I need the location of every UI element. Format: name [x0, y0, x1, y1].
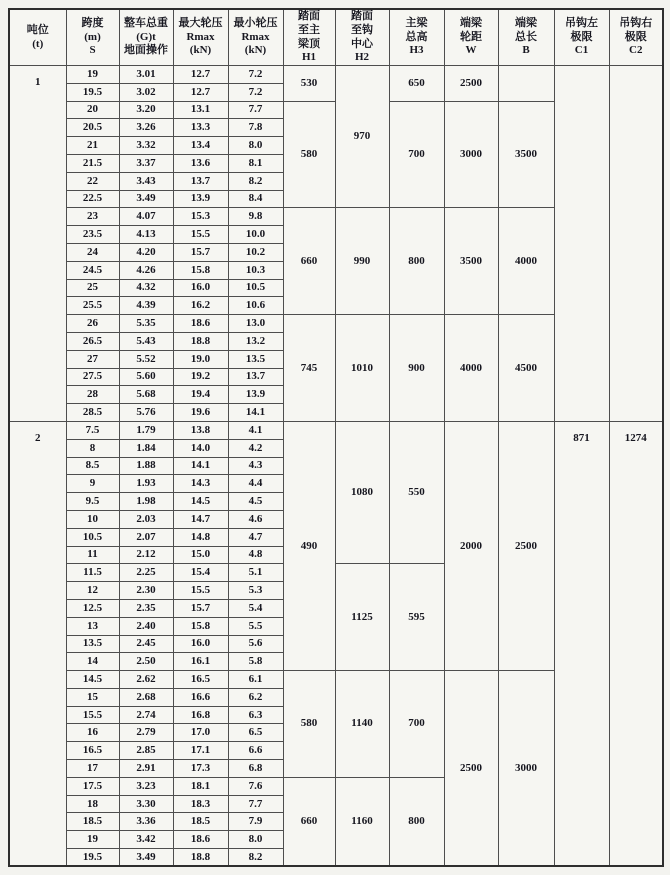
cell-rmin: 4.3 — [228, 457, 283, 475]
cell-rmin: 4.7 — [228, 528, 283, 546]
header-line: 最小轮压 — [233, 16, 278, 29]
header-line: 端梁 — [460, 16, 482, 29]
header-line: 极限 — [570, 30, 593, 43]
cell-weight: 2.74 — [119, 706, 173, 724]
cell-rmax: 14.8 — [173, 528, 228, 546]
column-header-c2 — [609, 9, 663, 66]
crane-spec-table — [8, 8, 664, 867]
cell-span: 18.5 — [66, 813, 119, 831]
header-line: 梁顶 — [298, 37, 320, 50]
cell-rmin: 9.8 — [228, 208, 283, 226]
header-line: W — [465, 44, 477, 57]
cell-span: 14.5 — [66, 671, 119, 689]
cell-rmax: 18.6 — [173, 315, 228, 333]
header-line: 踏面 — [298, 10, 320, 22]
cell-rmax: 13.1 — [173, 101, 228, 119]
cell-rmin: 10.2 — [228, 243, 283, 261]
header-line: H2 — [354, 51, 370, 64]
cell-span: 20 — [66, 101, 119, 119]
header-line: 地面操作 — [124, 44, 168, 57]
cell-h2: 1125 — [335, 564, 389, 671]
header-line: 总长 — [515, 30, 537, 43]
cell-weight: 1.88 — [119, 457, 173, 475]
cell-rmin: 14.1 — [228, 404, 283, 422]
cell-h2: 990 — [335, 208, 389, 315]
cell-rmin: 5.6 — [228, 635, 283, 653]
cell-weight: 3.01 — [119, 66, 173, 84]
header-line: (kN) — [189, 44, 212, 57]
cell-span: 24.5 — [66, 261, 119, 279]
cell-weight: 5.52 — [119, 350, 173, 368]
cell-weight: 4.20 — [119, 243, 173, 261]
header-line: C1 — [574, 44, 589, 57]
cell-weight: 2.45 — [119, 635, 173, 653]
cell-rmin: 4.5 — [228, 493, 283, 511]
cell-rmax: 18.5 — [173, 813, 228, 831]
cell-span: 12.5 — [66, 599, 119, 617]
cell-rmin: 8.2 — [228, 849, 283, 867]
column-header-tonnage — [9, 9, 66, 66]
cell-rmin: 10.6 — [228, 297, 283, 315]
cell-h3: 650 — [389, 66, 444, 102]
cell-weight: 2.79 — [119, 724, 173, 742]
cell-rmin: 13.5 — [228, 350, 283, 368]
cell-w: 3500 — [444, 208, 498, 315]
header-line: 至主 — [298, 23, 320, 36]
cell-rmax: 14.0 — [173, 439, 228, 457]
cell-rmax: 16.8 — [173, 706, 228, 724]
cell-weight: 2.35 — [119, 599, 173, 617]
cell-rmax: 13.9 — [173, 190, 228, 208]
cell-weight: 2.91 — [119, 760, 173, 778]
cell-span: 18 — [66, 795, 119, 813]
cell-h1: 660 — [283, 208, 335, 315]
cell-span: 8 — [66, 439, 119, 457]
header-line: (G)t — [136, 30, 156, 43]
cell-span: 11 — [66, 546, 119, 564]
cell-rmin: 6.2 — [228, 688, 283, 706]
header-line: 轮距 — [460, 30, 482, 43]
cell-rmax: 13.3 — [173, 119, 228, 137]
cell-weight: 2.50 — [119, 653, 173, 671]
header-line: 吊钩左 — [565, 16, 598, 29]
cell-weight: 1.79 — [119, 421, 173, 439]
cell-rmin: 5.8 — [228, 653, 283, 671]
header-row — [9, 9, 663, 66]
cell-span: 26 — [66, 315, 119, 333]
cell-c1 — [554, 66, 609, 422]
cell-span: 12 — [66, 582, 119, 600]
cell-span: 25 — [66, 279, 119, 297]
header-line: 最大轮压 — [178, 16, 223, 29]
cell-tonnage: 2 — [9, 421, 66, 866]
cell-rmax: 15.7 — [173, 243, 228, 261]
column-header-h2 — [335, 9, 389, 66]
cell-rmin: 13.0 — [228, 315, 283, 333]
cell-span: 19.5 — [66, 83, 119, 101]
cell-rmin: 8.1 — [228, 154, 283, 172]
cell-rmax: 18.8 — [173, 332, 228, 350]
cell-rmin: 7.6 — [228, 777, 283, 795]
cell-rmax: 18.1 — [173, 777, 228, 795]
cell-span: 25.5 — [66, 297, 119, 315]
cell-span: 21 — [66, 137, 119, 155]
cell-h3: 700 — [389, 671, 444, 778]
cell-rmax: 14.7 — [173, 510, 228, 528]
cell-h3: 900 — [389, 315, 444, 422]
cell-w: 3000 — [444, 101, 498, 208]
header-line: 端梁 — [515, 16, 537, 29]
cell-span: 22 — [66, 172, 119, 190]
cell-weight: 3.02 — [119, 83, 173, 101]
cell-rmin: 4.6 — [228, 510, 283, 528]
cell-weight: 1.93 — [119, 475, 173, 493]
header-line: (t) — [32, 37, 44, 50]
column-header-weight — [119, 9, 173, 66]
cell-b: 4500 — [498, 315, 554, 422]
cell-rmax: 14.5 — [173, 493, 228, 511]
cell-rmax: 19.4 — [173, 386, 228, 404]
cell-rmax: 17.0 — [173, 724, 228, 742]
cell-weight: 2.85 — [119, 742, 173, 760]
cell-weight: 3.23 — [119, 777, 173, 795]
cell-weight: 3.37 — [119, 154, 173, 172]
cell-weight: 2.07 — [119, 528, 173, 546]
cell-span: 19.5 — [66, 849, 119, 867]
header-line: 吊钩右 — [619, 16, 653, 29]
header-line: C2 — [629, 44, 643, 57]
cell-b: 3500 — [498, 101, 554, 208]
cell-span: 13 — [66, 617, 119, 635]
cell-rmin: 13.9 — [228, 386, 283, 404]
header-line: Rmax — [241, 30, 270, 43]
cell-w: 2500 — [444, 671, 498, 867]
table-header — [9, 9, 663, 66]
cell-rmin: 6.3 — [228, 706, 283, 724]
cell-h2: 1140 — [335, 671, 389, 778]
cell-c2 — [609, 66, 663, 422]
cell-weight: 3.36 — [119, 813, 173, 831]
table-row — [9, 66, 663, 84]
cell-h3: 595 — [389, 564, 444, 671]
cell-rmax: 19.6 — [173, 404, 228, 422]
cell-rmin: 8.2 — [228, 172, 283, 190]
cell-weight: 2.03 — [119, 510, 173, 528]
cell-h2: 1160 — [335, 777, 389, 866]
cell-weight: 3.32 — [119, 137, 173, 155]
cell-weight: 4.39 — [119, 297, 173, 315]
cell-rmax: 12.7 — [173, 66, 228, 84]
cell-span: 11.5 — [66, 564, 119, 582]
cell-rmax: 15.8 — [173, 617, 228, 635]
cell-span: 14 — [66, 653, 119, 671]
cell-rmin: 13.2 — [228, 332, 283, 350]
cell-w: 2000 — [444, 421, 498, 670]
cell-span: 10 — [66, 510, 119, 528]
header-line: (m) — [84, 30, 101, 43]
cell-weight: 2.12 — [119, 546, 173, 564]
cell-rmin: 10.3 — [228, 261, 283, 279]
cell-b: 4000 — [498, 208, 554, 315]
cell-rmin: 5.4 — [228, 599, 283, 617]
cell-span: 16 — [66, 724, 119, 742]
cell-weight: 3.49 — [119, 190, 173, 208]
cell-weight: 3.49 — [119, 849, 173, 867]
cell-span: 19 — [66, 831, 119, 849]
cell-rmin: 4.1 — [228, 421, 283, 439]
cell-rmax: 12.7 — [173, 83, 228, 101]
cell-c1: 871 — [554, 421, 609, 866]
cell-tonnage: 1 — [9, 66, 66, 422]
cell-rmax: 16.1 — [173, 653, 228, 671]
cell-rmax: 15.5 — [173, 582, 228, 600]
header-line: 至钩 — [351, 23, 373, 36]
cell-span: 9.5 — [66, 493, 119, 511]
cell-rmin: 6.8 — [228, 760, 283, 778]
cell-rmin: 7.7 — [228, 795, 283, 813]
cell-span: 10.5 — [66, 528, 119, 546]
cell-rmin: 13.7 — [228, 368, 283, 386]
cell-weight: 1.84 — [119, 439, 173, 457]
cell-span: 24 — [66, 243, 119, 261]
cell-rmax: 15.8 — [173, 261, 228, 279]
column-header-rmin — [228, 9, 283, 66]
cell-h1: 530 — [283, 66, 335, 102]
cell-span: 23 — [66, 208, 119, 226]
cell-rmax: 17.3 — [173, 760, 228, 778]
cell-weight: 2.62 — [119, 671, 173, 689]
cell-h1: 745 — [283, 315, 335, 422]
cell-rmin: 10.5 — [228, 279, 283, 297]
cell-rmin: 8.4 — [228, 190, 283, 208]
cell-span: 13.5 — [66, 635, 119, 653]
cell-span: 28.5 — [66, 404, 119, 422]
cell-c2: 1274 — [609, 421, 663, 866]
cell-weight: 4.32 — [119, 279, 173, 297]
cell-rmax: 13.6 — [173, 154, 228, 172]
header-line: 中心 — [351, 37, 373, 50]
header-line: 整车总重 — [124, 16, 168, 29]
cell-rmax: 16.6 — [173, 688, 228, 706]
cell-weight: 5.76 — [119, 404, 173, 422]
cell-w: 2500 — [444, 66, 498, 102]
cell-weight: 2.30 — [119, 582, 173, 600]
cell-weight: 4.07 — [119, 208, 173, 226]
cell-rmin: 4.2 — [228, 439, 283, 457]
cell-rmax: 15.7 — [173, 599, 228, 617]
cell-h2: 1010 — [335, 315, 389, 422]
cell-rmax: 15.5 — [173, 226, 228, 244]
cell-rmin: 5.5 — [228, 617, 283, 635]
cell-weight: 3.43 — [119, 172, 173, 190]
cell-h3: 800 — [389, 777, 444, 866]
cell-weight: 3.42 — [119, 831, 173, 849]
header-line: S — [89, 44, 96, 57]
cell-span: 15.5 — [66, 706, 119, 724]
column-header-b — [498, 9, 554, 66]
header-line: 主梁 — [405, 16, 428, 29]
header-line: 踏面 — [351, 10, 373, 22]
cell-rmax: 15.3 — [173, 208, 228, 226]
cell-rmax: 13.4 — [173, 137, 228, 155]
cell-rmin: 10.0 — [228, 226, 283, 244]
cell-span: 17.5 — [66, 777, 119, 795]
cell-rmax: 13.7 — [173, 172, 228, 190]
cell-h2: 970 — [335, 66, 389, 208]
cell-span: 22.5 — [66, 190, 119, 208]
header-line: B — [522, 44, 530, 57]
cell-span: 27 — [66, 350, 119, 368]
cell-weight: 5.35 — [119, 315, 173, 333]
cell-weight: 3.26 — [119, 119, 173, 137]
cell-w: 4000 — [444, 315, 498, 422]
cell-rmin: 6.5 — [228, 724, 283, 742]
cell-weight: 2.40 — [119, 617, 173, 635]
cell-rmin: 4.8 — [228, 546, 283, 564]
cell-h1: 660 — [283, 777, 335, 866]
cell-rmin: 7.2 — [228, 66, 283, 84]
cell-rmax: 18.6 — [173, 831, 228, 849]
cell-span: 15 — [66, 688, 119, 706]
column-header-h1 — [283, 9, 335, 66]
cell-rmin: 6.1 — [228, 671, 283, 689]
column-header-span — [66, 9, 119, 66]
cell-b: 2500 — [498, 421, 554, 670]
header-line: 跨度 — [81, 16, 104, 29]
column-header-w — [444, 9, 498, 66]
cell-rmin: 7.7 — [228, 101, 283, 119]
header-line: (kN) — [244, 44, 267, 57]
cell-rmax: 15.4 — [173, 564, 228, 582]
header-line: Rmax — [186, 30, 215, 43]
cell-h1: 490 — [283, 421, 335, 670]
cell-rmin: 6.6 — [228, 742, 283, 760]
header-line: H1 — [301, 51, 317, 64]
cell-span: 21.5 — [66, 154, 119, 172]
cell-h2: 1080 — [335, 421, 389, 563]
cell-rmin: 5.3 — [228, 582, 283, 600]
cell-b: 3000 — [498, 671, 554, 867]
column-header-rmax — [173, 9, 228, 66]
cell-rmax: 18.3 — [173, 795, 228, 813]
cell-weight: 3.20 — [119, 101, 173, 119]
cell-rmax: 14.3 — [173, 475, 228, 493]
cell-weight: 5.60 — [119, 368, 173, 386]
cell-weight: 4.26 — [119, 261, 173, 279]
cell-weight: 5.68 — [119, 386, 173, 404]
cell-h1: 580 — [283, 671, 335, 778]
cell-rmax: 16.0 — [173, 635, 228, 653]
cell-b — [498, 66, 554, 102]
cell-span: 27.5 — [66, 368, 119, 386]
header-line: H3 — [409, 44, 424, 57]
cell-span: 7.5 — [66, 421, 119, 439]
cell-span: 28 — [66, 386, 119, 404]
cell-rmin: 4.4 — [228, 475, 283, 493]
header-line: 吨位 — [26, 23, 49, 36]
cell-rmin: 8.0 — [228, 831, 283, 849]
column-header-h3 — [389, 9, 444, 66]
cell-span: 9 — [66, 475, 119, 493]
cell-weight: 1.98 — [119, 493, 173, 511]
cell-weight: 5.43 — [119, 332, 173, 350]
cell-span: 26.5 — [66, 332, 119, 350]
cell-rmax: 16.2 — [173, 297, 228, 315]
cell-span: 16.5 — [66, 742, 119, 760]
cell-span: 19 — [66, 66, 119, 84]
cell-rmax: 19.2 — [173, 368, 228, 386]
column-header-c1 — [554, 9, 609, 66]
cell-rmax: 14.1 — [173, 457, 228, 475]
cell-span: 23.5 — [66, 226, 119, 244]
cell-h3: 800 — [389, 208, 444, 315]
cell-h3: 700 — [389, 101, 444, 208]
cell-h3: 550 — [389, 421, 444, 563]
cell-rmin: 7.8 — [228, 119, 283, 137]
cell-rmax: 16.0 — [173, 279, 228, 297]
cell-h1: 580 — [283, 101, 335, 208]
cell-span: 8.5 — [66, 457, 119, 475]
cell-span: 20.5 — [66, 119, 119, 137]
cell-weight: 2.25 — [119, 564, 173, 582]
table-row — [9, 421, 663, 439]
cell-weight: 4.13 — [119, 226, 173, 244]
cell-rmax: 16.5 — [173, 671, 228, 689]
header-line: 总高 — [405, 30, 428, 43]
cell-rmax: 17.1 — [173, 742, 228, 760]
cell-rmax: 19.0 — [173, 350, 228, 368]
cell-rmax: 13.8 — [173, 421, 228, 439]
cell-span: 17 — [66, 760, 119, 778]
header-line: 极限 — [624, 30, 647, 43]
cell-weight: 3.30 — [119, 795, 173, 813]
table-body — [9, 66, 663, 867]
cell-rmin: 7.2 — [228, 83, 283, 101]
cell-rmin: 8.0 — [228, 137, 283, 155]
cell-rmax: 15.0 — [173, 546, 228, 564]
cell-rmin: 5.1 — [228, 564, 283, 582]
cell-weight: 2.68 — [119, 688, 173, 706]
cell-rmin: 7.9 — [228, 813, 283, 831]
cell-rmax: 18.8 — [173, 849, 228, 867]
